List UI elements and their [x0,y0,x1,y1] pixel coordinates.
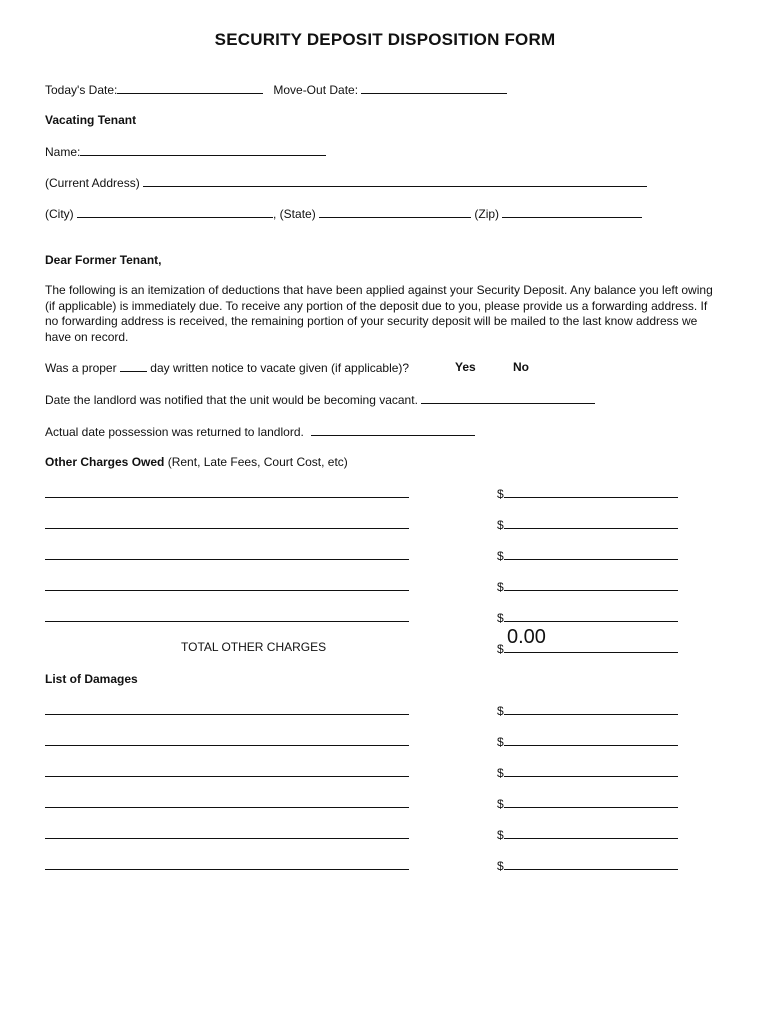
state-field[interactable] [319,206,471,218]
damage-amount-row [497,827,678,842]
notice-question-prefix: Was a proper [45,361,117,375]
name-label: Name: [45,145,81,159]
other-charge-amount-row [497,486,678,501]
other-charge-amount-field[interactable] [504,486,678,498]
name-row [45,144,326,159]
other-charges-note: (Rent, Late Fees, Court Cost, etc) [167,455,348,469]
zip-field[interactable] [502,206,642,218]
notice-days-field[interactable] [120,360,147,372]
total-other-charges-label: TOTAL OTHER CHARGES [181,640,327,654]
damage-amount-field[interactable] [504,703,678,715]
other-charge-description-field[interactable] [45,590,409,591]
dollar-sign: $ [497,735,504,749]
other-charge-amount-row [497,548,678,563]
landlord-notified-field[interactable] [421,392,595,404]
possession-returned-field[interactable] [311,424,475,436]
other-charge-amount-row [497,517,678,532]
yes-option[interactable]: Yes [455,360,476,374]
zip-label: (Zip) [474,207,500,221]
notice-question-row [45,360,409,375]
damage-amount-row [497,734,678,749]
possession-returned-label: Actual date possession was returned to landlord. [45,425,304,439]
todays-date-label: Today's Date: [45,83,118,97]
damage-description-field[interactable] [45,714,409,715]
city-field[interactable] [77,206,273,218]
damage-description-field[interactable] [45,838,409,839]
damage-amount-field[interactable] [504,734,678,746]
notice-question-suffix: day written notice to vacate given (if applicable)? [150,361,410,375]
damage-amount-field[interactable] [504,765,678,777]
dollar-sign: $ [497,797,504,811]
other-charge-amount-field[interactable] [504,610,678,622]
form-title: SECURITY DEPOSIT DISPOSITION FORM [214,30,556,49]
damage-amount-field[interactable] [504,858,678,870]
landlord-notified-row [45,392,595,407]
other-charges-heading: Other Charges Owed [45,455,165,469]
damage-amount-field[interactable] [504,796,678,808]
dollar-sign: $ [497,611,504,625]
landlord-notified-label: Date the landlord was notified that the unit would be becoming vacant. [45,393,418,407]
dollar-sign: $ [497,549,504,563]
city-state-zip-row [45,206,642,221]
damage-description-field[interactable] [45,776,409,777]
greeting: Dear Former Tenant, [45,253,162,267]
possession-returned-row [45,424,475,439]
no-option[interactable]: No [513,360,529,374]
dollar-sign: $ [497,859,504,873]
damage-amount-field[interactable] [504,827,678,839]
dates-row [45,82,507,97]
damage-amount-row [497,858,678,873]
damage-amount-row [497,765,678,780]
damage-description-field[interactable] [45,745,409,746]
name-field[interactable] [80,144,326,156]
other-charge-description-field[interactable] [45,497,409,498]
dollar-sign: $ [497,518,504,532]
damage-description-field[interactable] [45,869,409,870]
other-charge-amount-field[interactable] [504,579,678,591]
other-charge-amount-field[interactable] [504,517,678,529]
current-address-row [45,175,647,190]
current-address-field[interactable] [143,175,647,187]
dollar-sign: $ [497,580,504,594]
damage-description-field[interactable] [45,807,409,808]
dollar-sign: $ [497,487,504,501]
state-label: , (State) [273,207,316,221]
move-out-date-label: Move-Out Date: [273,83,359,97]
total-other-charges-value: 0.00 [507,626,546,648]
dollar-sign: $ [497,642,504,656]
vacating-tenant-heading: Vacating Tenant [45,113,137,127]
other-charge-amount-row [497,579,678,594]
city-label: (City) [45,207,74,221]
dollar-sign: $ [497,766,504,780]
other-charge-amount-row [497,610,678,625]
itemization-paragraph: The following is an itemization of deductions that have been applied against your Security Deposit. Any balance you left owing (if applicable) is immediately due. To receive any portion of the deposit due to you, please provide us a forwarding address. If no forwarding address is received, the remaining portion of your security deposit will be mailed to the last know address we have on record. [45,283,713,344]
dollar-sign: $ [497,704,504,718]
other-charge-amount-field[interactable] [504,548,678,560]
list-of-damages-heading: List of Damages [45,672,138,686]
current-address-label: (Current Address) [45,176,140,190]
other-charge-description-field[interactable] [45,559,409,560]
other-charge-description-field[interactable] [45,528,409,529]
todays-date-field[interactable] [117,82,263,94]
move-out-date-field[interactable] [361,82,507,94]
other-charge-description-field[interactable] [45,621,409,622]
damage-amount-row [497,703,678,718]
other-charges-heading-row [45,455,348,469]
dollar-sign: $ [497,828,504,842]
damage-amount-row [497,796,678,811]
